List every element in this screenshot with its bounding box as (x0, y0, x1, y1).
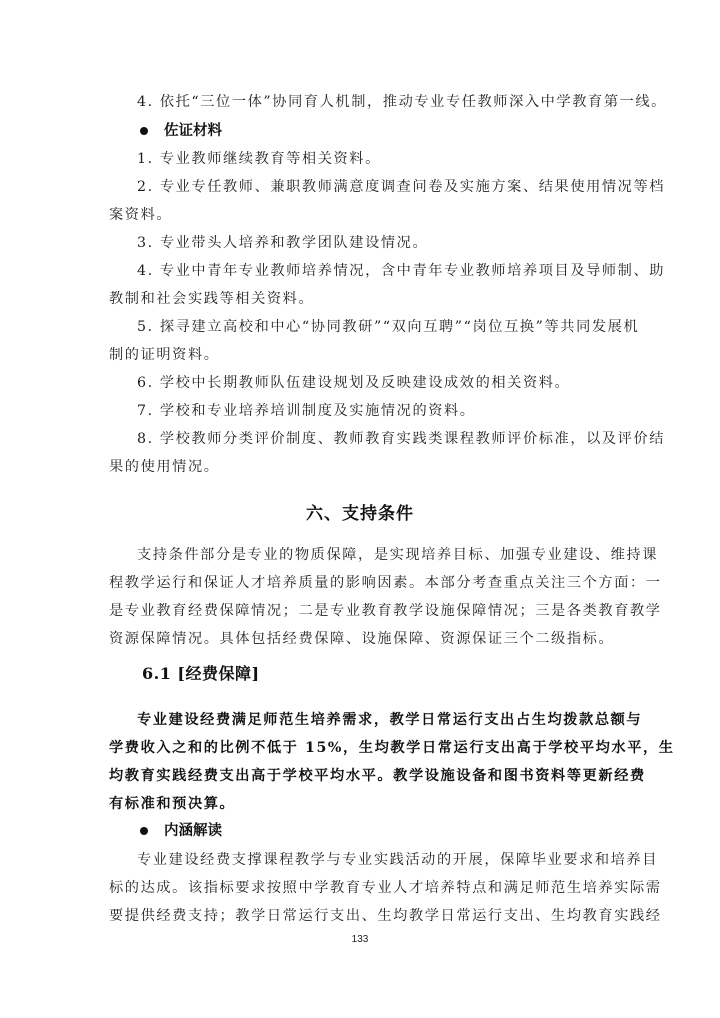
evidence-item-3: 3. 专业带头人培养和教学团队建设情况。 (137, 235, 429, 251)
section-intro-line-2: 程教学运行和保证人才培养质量的影响因素。本部分考查重点关注三个方面：一 (109, 575, 662, 591)
evidence-item-1: 1. 专业教师继续教育等相关资料。 (137, 151, 381, 167)
evidence-item-5-line1: 5. 探寻建立高校和中心“协同教研”“双向互聘”“岗位互换”等共同发展机 (137, 319, 640, 335)
evidence-item-2-line1: 2. 专业专任教师、兼职教师满意度调查问卷及实施方案、结果使用情况等档 (137, 179, 666, 195)
section-intro-line-4: 资源保障情况。具体包括经费保障、设施保障、资源保证三个二级指标。 (109, 631, 615, 647)
evidence-item-4-line1: 4. 专业中青年专业教师培养情况，含中青年专业教师培养项目及导师制、助 (137, 263, 666, 279)
interpretation-line-2: 标的达成。该指标要求按照中学教育专业人才培养特点和满足师范生培养实际需 (109, 880, 662, 896)
evidence-item-6: 6. 学校中长期教师队伍建设规划及反映建设成效的相关资料。 (137, 375, 571, 391)
evidence-heading-label: 佐证材料 (164, 122, 222, 139)
section-intro-line-1: 支持条件部分是专业的物质保障，是实现培养目标、加强专业建设、维持课 (137, 547, 658, 563)
interpretation-heading (140, 821, 222, 841)
evidence-item-4-line2: 教制和社会实践等相关资料。 (109, 291, 315, 307)
evidence-item-2-line2: 案资料。 (109, 207, 173, 223)
subsection-heading-funding: 6.1 [经费保障] (142, 664, 260, 683)
interpretation-line-3: 要提供经费支持；教学日常运行支出、生均教学日常运行支出、生均教育实践经 (109, 908, 662, 924)
page-number: 133 (351, 934, 369, 945)
evidence-item-8-line2: 果的使用情况。 (109, 459, 220, 475)
standard-line-1: 专业建设经费满足师范生培养需求，教学日常运行支出占生均拨款总额与 (137, 712, 643, 728)
evidence-heading (140, 121, 222, 141)
evidence-item-7: 7. 学校和专业培养培训制度及实施情况的资料。 (137, 403, 476, 419)
section-intro-line-3: 是专业教育经费保障情况；二是专业教育教学设施保障情况；三是各类教育教学 (109, 603, 662, 619)
standard-line-4: 有标准和预决算。 (109, 796, 236, 812)
bullet-icon (140, 827, 148, 835)
interpretation-heading-label: 内涵解读 (164, 822, 222, 839)
standard-line-3: 均教育实践经费支出高于学校平均水平。教学设施设备和图书资料等更新经费 (109, 768, 646, 784)
evidence-item-5-line2: 制的证明资料。 (109, 347, 220, 363)
section-title-support-conditions: 六、支持条件 (306, 504, 414, 524)
standard-line-2: 学费收入之和的比例不低于 15%，生均教学日常运行支出高于学校平均水平，生 (109, 740, 675, 756)
list-item-4-mechanism: 4. 依托“三位一体”协同育人机制，推动专业专任教师深入中学教育第一线。 (137, 94, 667, 110)
bullet-icon (140, 127, 148, 135)
interpretation-line-1: 专业建设经费支撑课程教学与专业实践活动的开展，保障毕业要求和培养目 (137, 852, 658, 868)
evidence-item-8-line1: 8. 学校教师分类评价制度、教师教育实践类课程教师评价标准，以及评价结 (137, 431, 666, 447)
